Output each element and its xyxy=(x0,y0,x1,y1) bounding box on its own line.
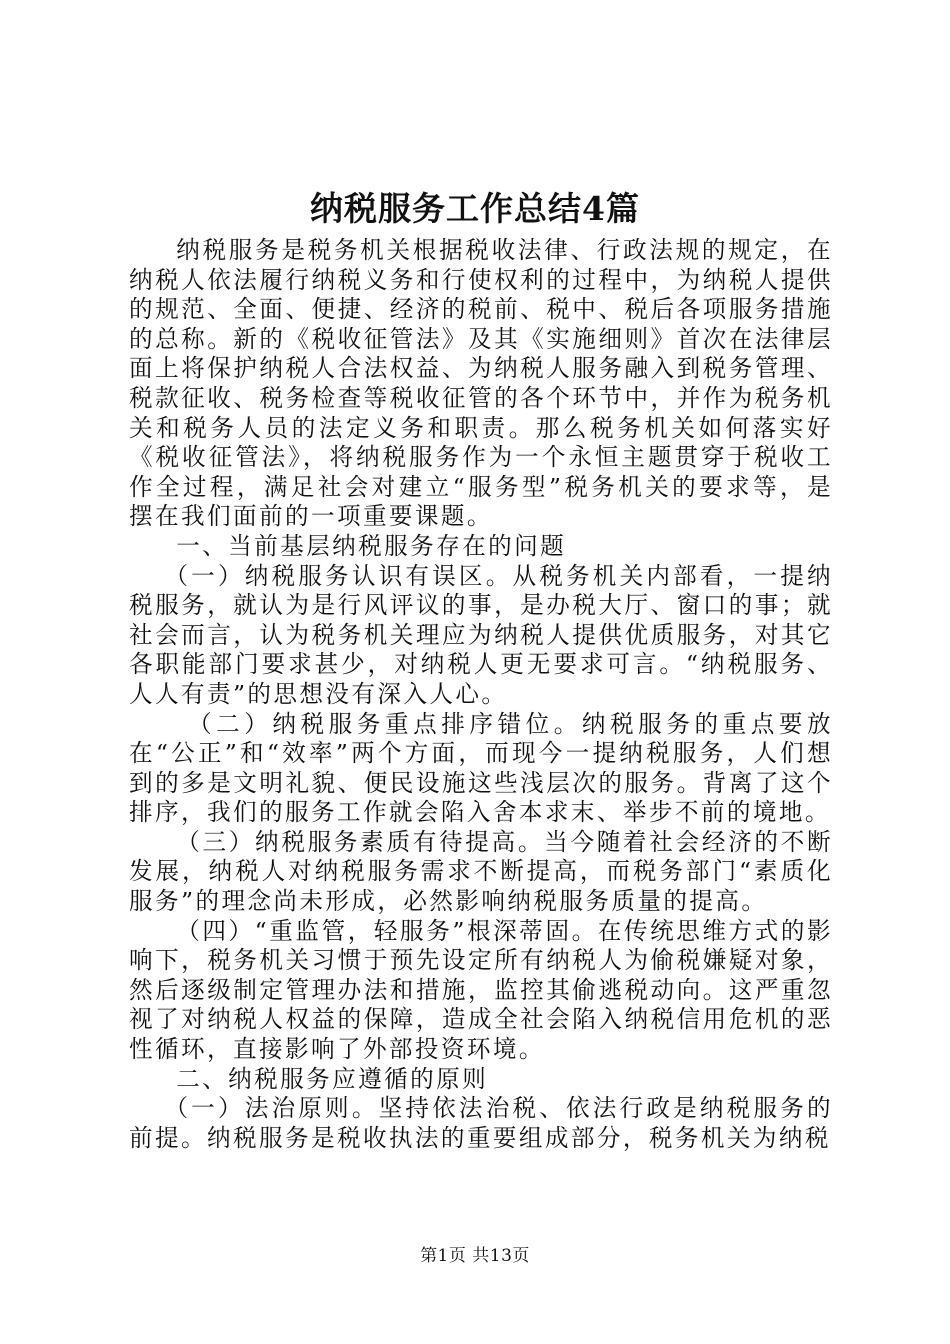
document-title: 纳税服务工作总结4篇 xyxy=(310,189,640,228)
paragraph-1-1: （一）纳税服务认识有误区。从税务机关内部看，一提纳税服务，就认为是行风评议的事，是办税大厅、窗口的事；就社会而言，认为税务机关理应为纳税人提供优质服务，对其它各职能部门要求甚少，对纳税人更无要求可言。“纳税服务、人人有责”的思想没有深入人心。 xyxy=(129,561,833,708)
paragraph-intro: 纳税服务是税务机关根据税收法律、行政法规的规定，在纳税人依法履行纳税义务和行使权利的过程中，为纳税人提供的规范、全面、便捷、经济的税前、税中、税后各项服务措施的总称。新的《税收征管法》及其《实施细则》首次在法律层面上将保护纳税人合法权益、为纳税人服务融入到税务管理、税款征收、税务检查等税收征管的各个环节中，并作为税务机关和税务人员的法定义务和职责。那么税务机关如何落实好《税收征管法》，将纳税服务作为一个永恒主题贯穿于税收工作全过程，满足社会对建立“服务型”税务机关的要求等，是摆在我们面前的一项重要课题。 xyxy=(129,236,833,531)
document-body xyxy=(129,236,833,1153)
paragraph-1-4: （四）“重监管，轻服务”根深蒂固。在传统思维方式的影响下，税务机关习惯于预先设定所有纳税人为偷税嫌疑对象，然后逐级制定管理办法和措施，监控其偷逃税动向。这严重忽视了对纳税人权益的保障，造成全社会陷入纳税信用危机的恶性循环，直接影响了外部投资环境。 xyxy=(129,916,833,1064)
paragraph-1-2: （二）纳税服务重点排序错位。纳税服务的重点要放在“公正”和“效率”两个方面，而现今一提纳税服务，人们想到的多是文明礼貌、便民设施这些浅层次的服务。背离了这个排序，我们的服务工作就会陷入舍本求末、举步不前的境地。 xyxy=(129,709,833,827)
section-heading-2: 二、纳税服务应遵循的原则 xyxy=(176,1064,489,1093)
paragraph-1-3: （三）纳税服务素质有待提高。当今随着社会经济的不断发展，纳税人对纳税服务需求不断提高，而税务部门“素质化服务”的理念尚未形成，必然影响纳税服务质量的提高。 xyxy=(129,827,833,916)
paragraph-2-1: （一）法治原则。坚持依法治税、依法行政是纳税服务的前提。纳税服务是税收执法的重要组成部分，税务机关为纳税 xyxy=(129,1094,833,1152)
page-footer: 第1页 共13页 xyxy=(420,1246,530,1266)
section-heading-1: 一、当前基层纳税服务存在的问题 xyxy=(176,531,567,560)
